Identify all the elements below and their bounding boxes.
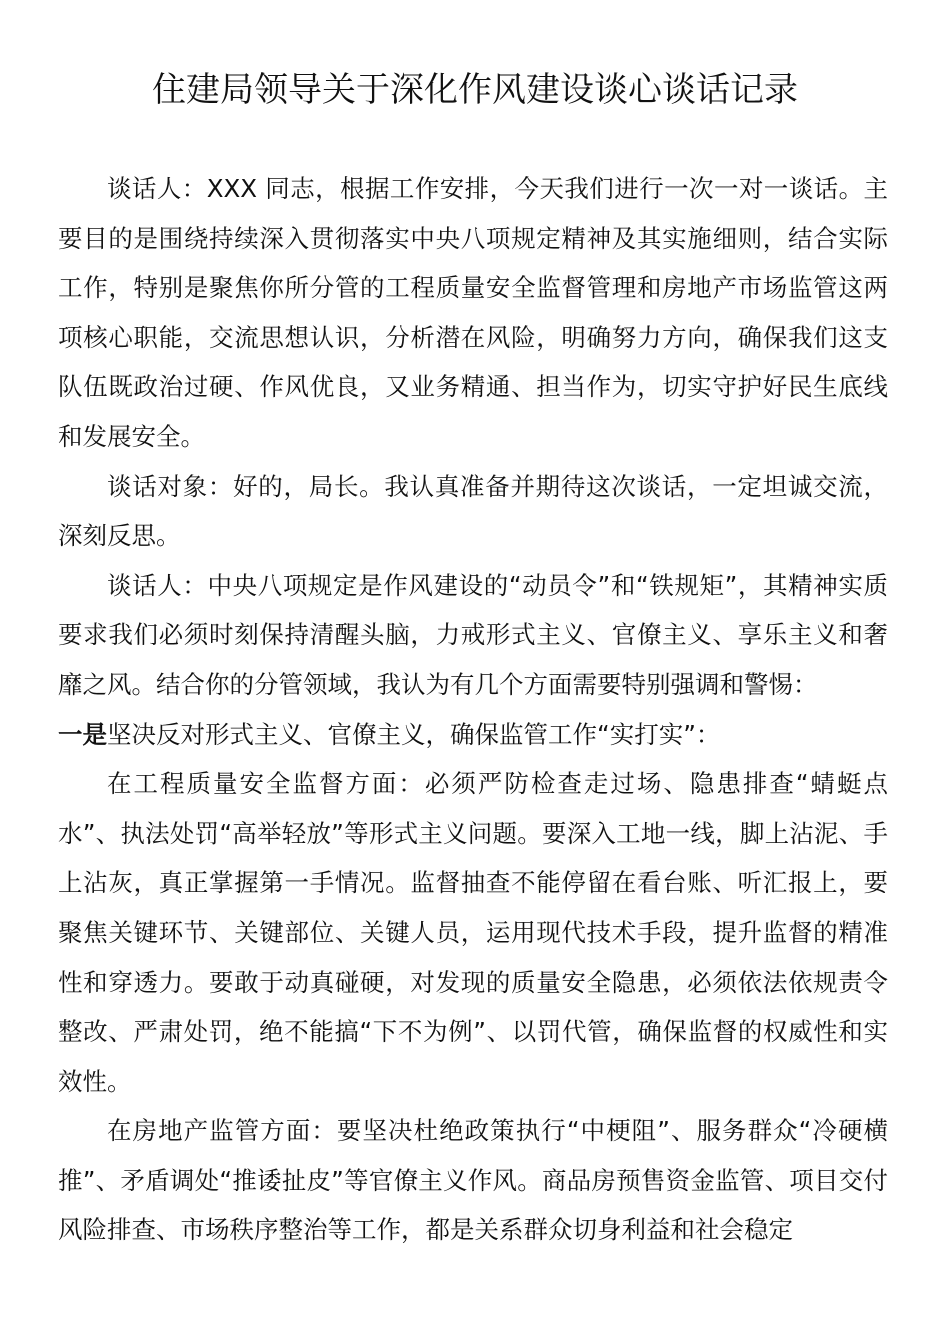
paragraph-opening: 谈话人：XXX 同志，根据工作安排，今天我们进行一次一对一谈话。主要目的是围绕持续深入贯彻落实中央八项规定精神及其实施细则，结合实际工作，特别是聚焦你所分管的工程质量安全监督管理和房地产市场监管这两项核心职能，交流思想认识，分析潜在风险，明确努力方向，确保我们这支队伍既政治过硬、作风优良，又业务精通、担当作为，切实守护好民生底线和发展安全。	[58, 174, 888, 451]
paragraph-real-estate: 在房地产监管方面：要坚决杜绝政策执行“中梗阻”、服务群众“冷硬横推”、矛盾调处“推诿扯皮”等官僚主义作风。商品房预售资金监管、项目交付风险排查、市场秩序整治等工作，都是关系群众切身利益和社会稳定	[58, 1116, 888, 1245]
document-title: 住建局领导关于深化作风建设谈心谈话记录	[152, 70, 798, 110]
paragraph-quality-safety: 在工程质量安全监督方面：必须严防检查走过场、隐患排查“蜻蜓点水”、执法处罚“高举轻放”等形式主义问题。要深入工地一线，脚上沾泥、手上沾灰，真正掌握第一手情况。监督抽查不能停留在看台账、听汇报上，要聚焦关键环节、关键部位、关键人员，运用现代技术手段，提升监督的精准性和穿透力。要敢于动真碰硬，对发现的质量安全隐患，必须依法依规责令整改、严肃处罚，绝不能搞“下不为例”、以罚代管，确保监督的权威性和实效性。	[58, 769, 888, 1096]
document-body	[58, 164, 888, 1255]
point-lead-label: 一是	[58, 719, 107, 749]
paragraph-response: 谈话对象：好的，局长。我认真准备并期待这次谈话，一定坦诚交流，深刻反思。	[58, 471, 888, 551]
paragraph-point-one	[58, 710, 888, 760]
paragraph-eight-rules: 谈话人：中央八项规定是作风建设的“动员令”和“铁规矩”，其精神实质要求我们必须时刻保持清醒头脑，力戒形式主义、官僚主义、享乐主义和奢靡之风。结合你的分管领域，我认为有几个方面需要特别强调和警惕：	[58, 570, 888, 699]
point-one-text: 坚决反对形式主义、官僚主义，确保监管工作“实打实”：	[107, 719, 721, 749]
